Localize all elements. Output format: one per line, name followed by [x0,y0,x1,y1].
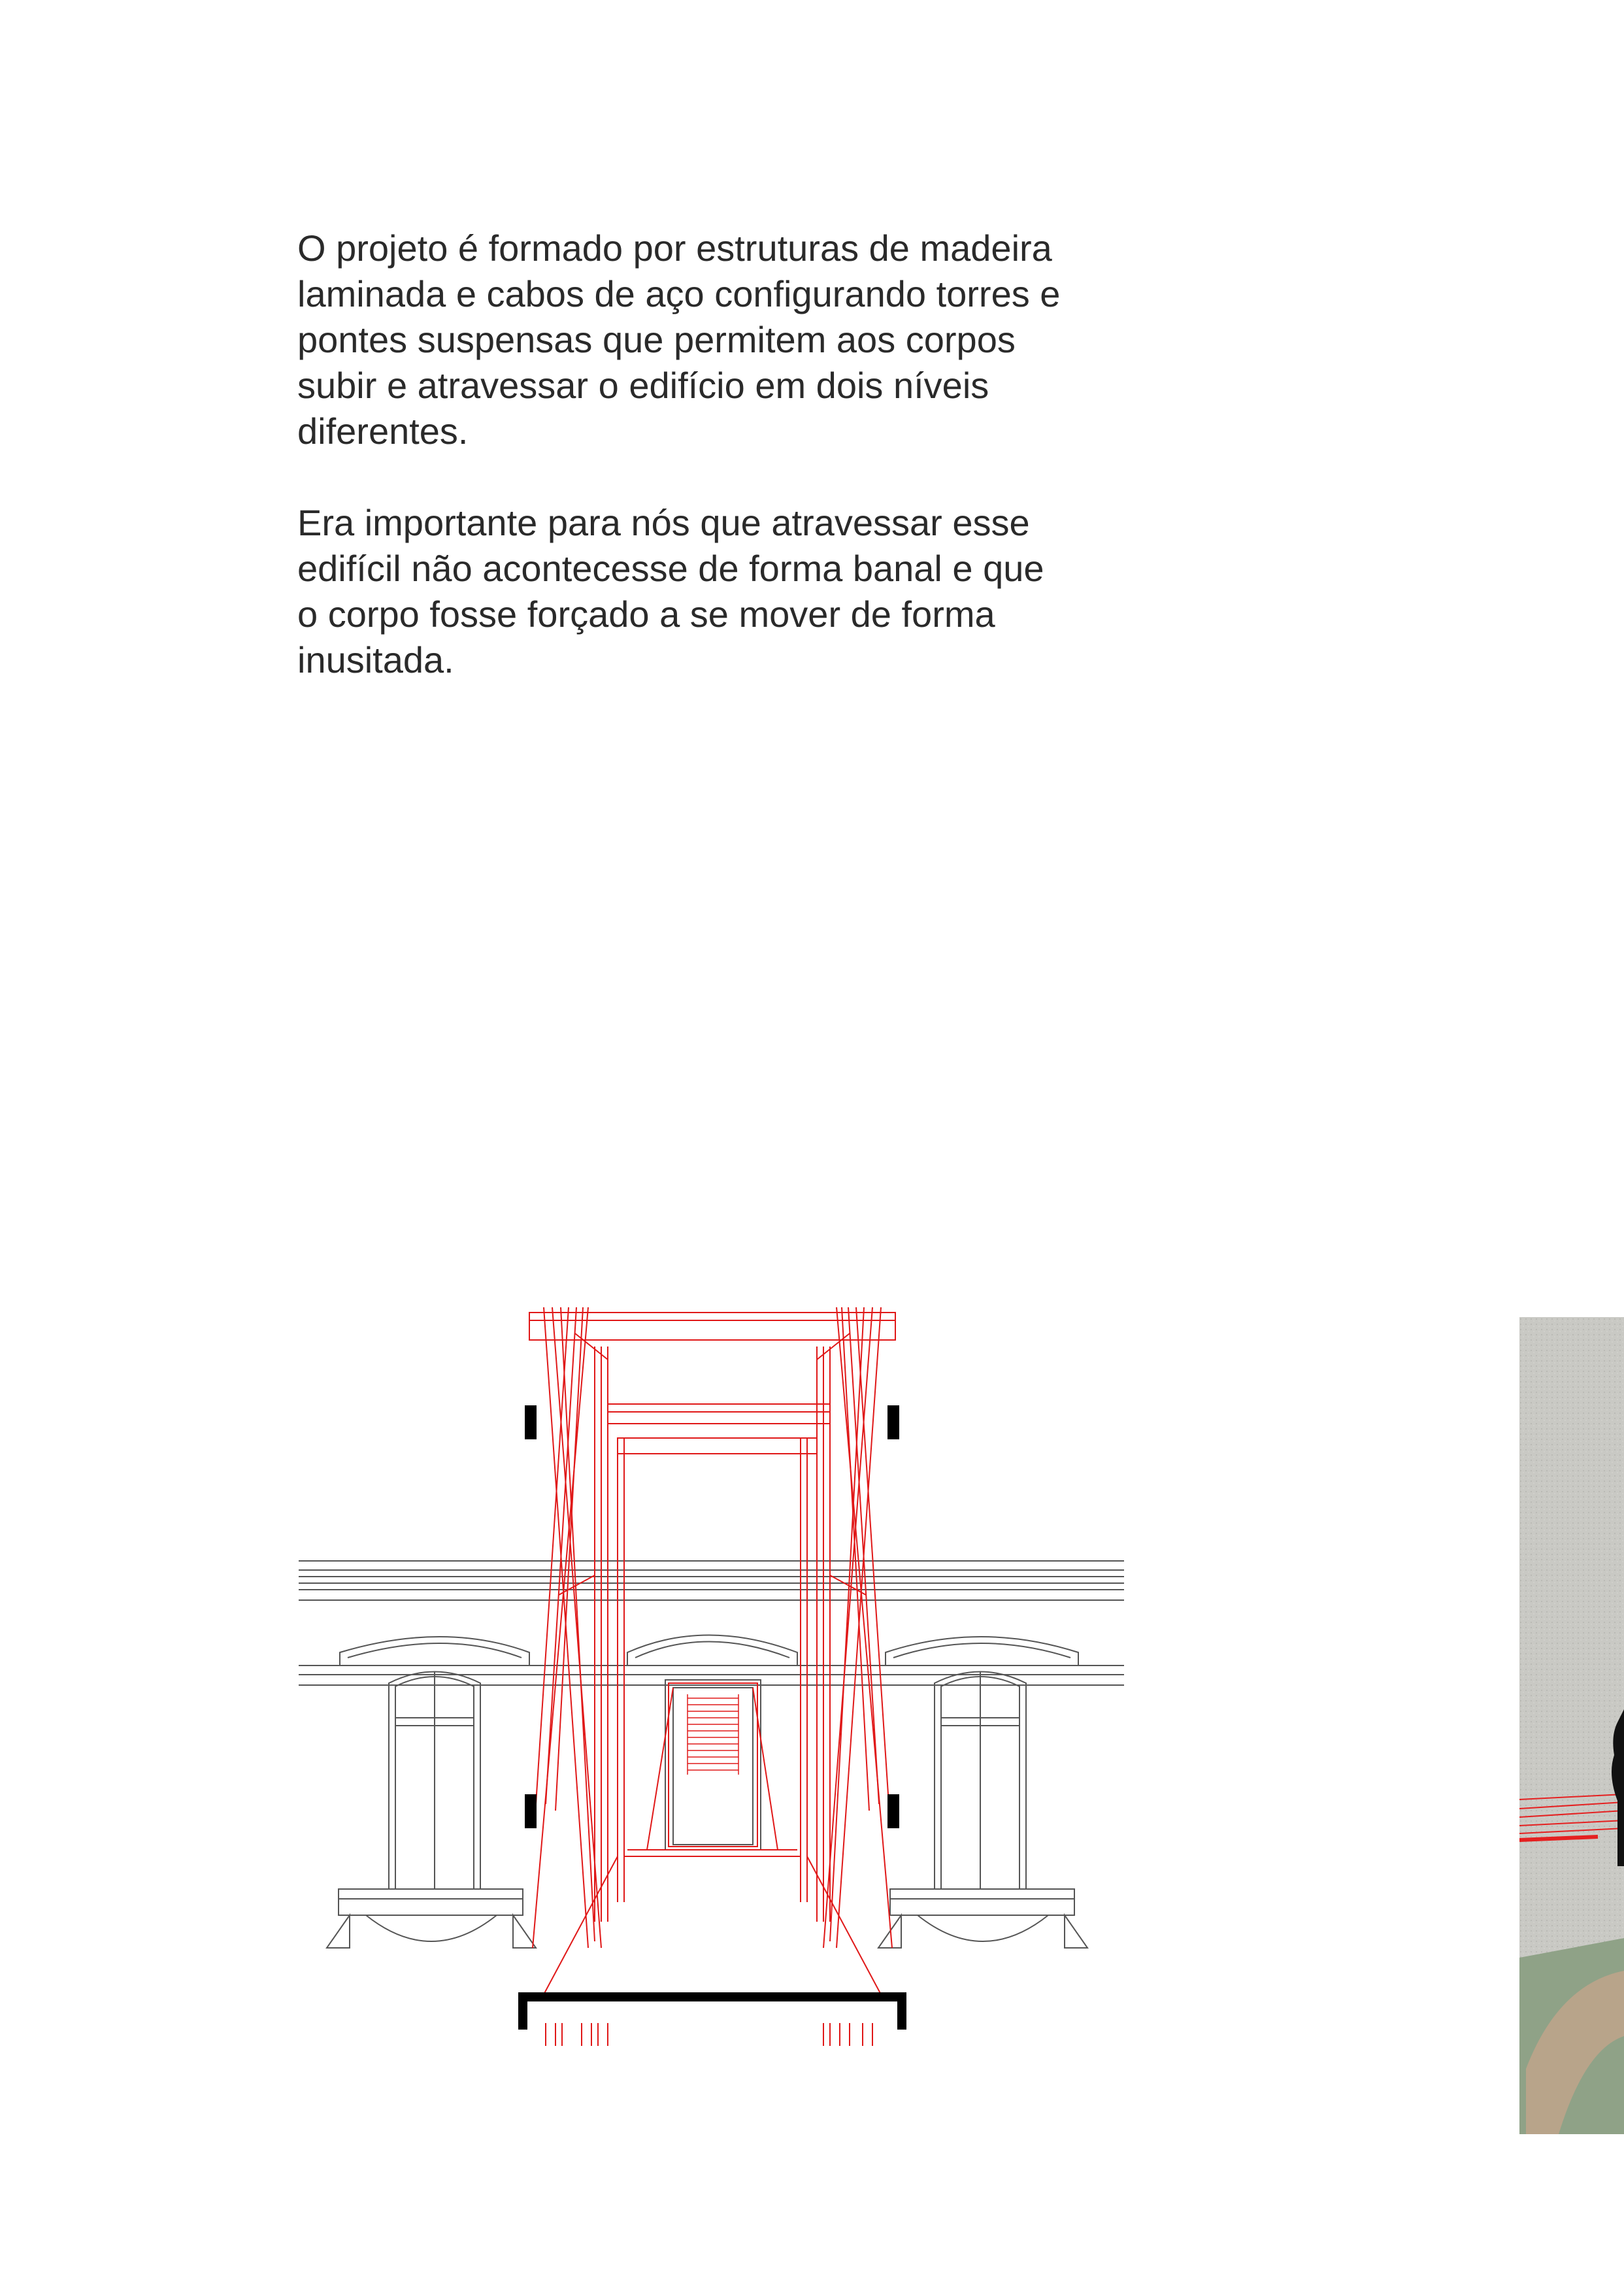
description-text [297,226,1167,729]
bridge-deck [523,1997,902,2030]
paragraph-1: O projeto é formado por estruturas de madeira laminada e cabos de aço configurando torres e pontes suspensas que permitem aos corpos subir e atravessar o edifício em dois níveis diferentes. [297,227,1061,452]
steel-anchors [525,1405,899,1828]
paragraph-2: Era importante para nós que atravessar esse edifícil não acontecesse de forma banal e que o corpo fosse forçado a se mover de forma inusitada. [297,502,1044,680]
building-facade [299,1561,1124,1948]
site-photo [1519,1317,1624,2134]
elevation-drawing [288,1294,1137,2052]
timber-structure [529,1307,895,2046]
